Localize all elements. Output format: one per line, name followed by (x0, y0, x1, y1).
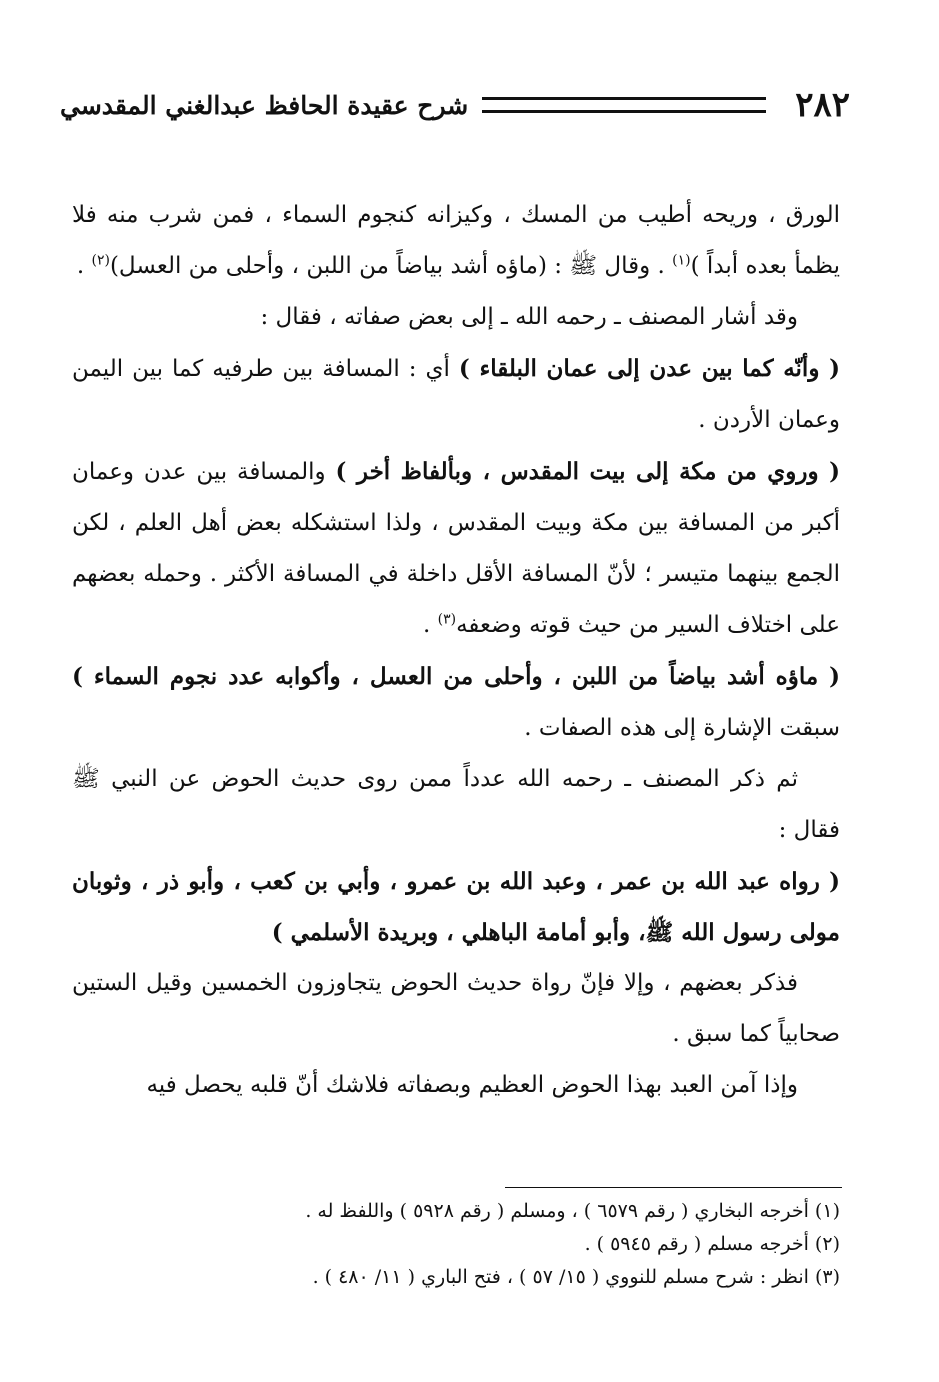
paragraph-6: ثم ذكر المصنف ـ رحمه الله عدداً ممن روى حديث الحوض عن النبي ﷺ فقال : (72, 766, 840, 843)
paragraph-5 (72, 651, 840, 754)
matn-quote: ( وروي من مكة إلى بيت المقدس ، وبألفاظ أخر ) (335, 458, 840, 485)
matn-quote: ( وأنّه كما بين عدن إلى عمان البلقاء ) (458, 355, 840, 382)
matn-quote: ( ماؤه أشد بياضاً من اللبن ، وأحلى من العسل ، وأكوابه عدد نجوم السماء ) (72, 663, 840, 690)
header-double-rule (482, 97, 766, 113)
footnotes (72, 1195, 840, 1294)
commentary-text: أي : المسافة بين طرفيه كما بين اليمن وعمان الأردن . (72, 356, 840, 433)
paragraph-text: . وقال ﷺ : (ماؤه أشد بياضاً من اللبن ، وأحلى من العسل) (109, 253, 673, 279)
paragraph-7-matn: ( رواه عبد الله بن عمر ، وعبد الله بن عمرو ، وأبي بن كعب ، وأبو ذر ، وثوبان مولى رسول الله ﷺ، وأبو أمامة الباهلي ، وبريدة الأسلمي ) (72, 868, 840, 946)
paragraph-9: وإذا آمن العبد بهذا الحوض العظيم وبصفاته فلاشك أنّ قلبه يحصل فيه (146, 1072, 798, 1098)
commentary-text: سبقت الإشارة إلى هذه الصفات . (524, 715, 840, 741)
paragraph-text: الورق ، وريحه أطيب من المسك ، وكيزانه كنجوم السماء ، فمن شرب منه فلا يظمأ بعده أبداً ) (72, 202, 840, 279)
commentary-text: والمسافة بين عدن وعمان أكبر من المسافة بين مكة وبيت المقدس ، ولذا استشكله بعض أهل العلم ، لكن الجمع بينهما متيسر ؛ لأنّ المسافة الأقل داخلة في المسافة الأكثر . وحمله بعضهم على اختلاف السير من حيث قوته وضعفه (72, 459, 840, 638)
main-text (72, 190, 840, 1111)
footnote-ref-1: (١) (672, 252, 691, 269)
paragraph-2: وقد أشار المصنف ـ رحمه الله ـ إلى بعض صفاته ، فقال : (260, 304, 798, 330)
footnote-2: (٢) أخرجه مسلم ( رقم ٥٩٤٥ ) . (584, 1233, 840, 1255)
commentary-text: . (422, 612, 438, 638)
page-header (60, 80, 850, 130)
paragraph-4 (72, 446, 840, 651)
footnote-ref-3: (٣) (437, 611, 457, 628)
footnote-3: (٣) انظر : شرح مسلم للنووي ( ١٥/ ٥٧ ) ، فتح الباري ( ١١/ ٤٨٠ ) . (312, 1266, 840, 1288)
footnote-ref-2: (٢) (91, 252, 110, 269)
paragraph-3 (72, 343, 840, 446)
footnote-separator (505, 1187, 842, 1188)
paragraph-1 (72, 190, 840, 292)
page-number: ٢٨٢ (795, 85, 850, 125)
paragraph-8: فذكر بعضهم ، وإلا فإنّ رواة حديث الحوض يتجاوزون الخمسين وقيل الستين صحابياً كما سبق . (72, 970, 840, 1047)
paragraph-text: . (76, 253, 92, 279)
footnote-1: (١) أخرجه البخاري ( رقم ٦٥٧٩ ) ، ومسلم ( رقم ٥٩٢٨ ) واللفظ له . (305, 1200, 840, 1222)
book-title: شرح عقيدة الحافظ عبدالغني المقدسي (60, 90, 469, 120)
